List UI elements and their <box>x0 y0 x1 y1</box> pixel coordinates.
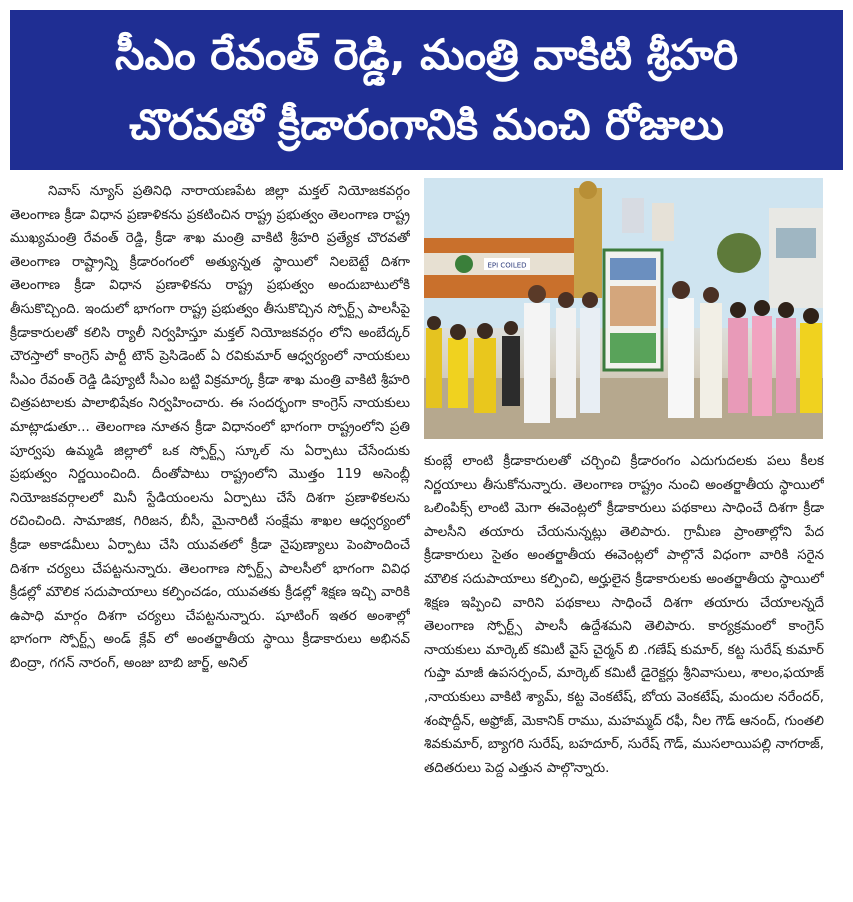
truck-window <box>776 228 816 258</box>
person <box>652 203 674 241</box>
headline-line-2: చొరవతో క్రీడారంగానికి మంచి రోజులు <box>129 100 724 149</box>
article-right-column <box>424 450 824 902</box>
poster-photo <box>610 286 656 326</box>
event-photo-illustration <box>424 178 823 439</box>
article-left-column <box>10 180 410 902</box>
tree <box>717 233 761 273</box>
poster-photo <box>610 258 656 280</box>
statue-head <box>579 181 597 199</box>
poster-photo <box>610 333 656 363</box>
headline-line-1: సీఎం రేవంత్ రెడ్డి, మంత్రి వాకిటి శ్రీహరి <box>114 30 739 79</box>
article-paragraph-right: కుంబ్లే లాంటి క్రీడాకారులతో చర్చించి క్రీడారంగం ఎదుగుదలకు పలు కీలక నిర్ణయాలు తీసుకోనున్నారు. తెలంగాణ రాష్ట్రం నుంచి అంతర్జాతీయ స్థాయిలో ఒలింపిక్స్ లాంటి మెగా ఈవెంట్లలో క్రీడాకారులు పథకాలు సాధించే దిశగా క్రీడా పాలసీని తయారు చేయనున్నట్లు తెలిపారు. గ్రామీణ ప్రాంతాల్లోని పేద క్రీడాకారులు సైతం అంతర్జాతీయ ఈవెంట్లలో పాల్గొనే విధంగా వారికి సరైన మౌలిక సదుపాయాలు కల్పించి, అర్హులైన క్రీడాకారులకు అంతర్జాతీయ స్థాయిలో శిక్షణ ఇప్పించి వారిని పథకాలు సాధించే దిశగా తయారు చేయాలన్నదే తెలంగాణ స్పోర్ట్స్ పాలసీ ఉద్దేశమని తెలిపారు. కార్యక్రమంలో కాంగ్రెస్ నాయకులు మార్కెట్ కమిటీ వైస్ చైర్మన్ బి .గణేష్ కుమార్, కట్ట సురేష్ కుమార్ గుప్తా మాజీ ఉపసర్పంచ్, మార్కెట్ కమిటీ డైరెక్టర్లు శ్రీనివాసులు, శాలం,ఫయాజ్ ,నాయకులు వాకిటి శ్యామ్, కట్ట వెంకటేష్, బోయ వెంకటేష్, మందుల నరేందర్, శంషొద్దీన్, అఫ్రోజ్, మెకానిక్ రాము, మహమ్మద్ రఫీ, నీల గౌడ్ ఆనంద్, గుంతలి శివకుమార్, బ్యాగరి సురేష్, బహదూర్, సురేష్ గౌడ్, ముసలాయిపల్లి నాగరాజ్, తదితరులు పెద్ద ఎత్తున పాల్గొన్నారు. <box>424 454 824 776</box>
headline-banner <box>10 10 843 170</box>
banner-text: EPI COILED <box>487 261 527 270</box>
person <box>622 198 644 233</box>
logo-circle <box>455 255 473 273</box>
event-photo <box>424 178 823 439</box>
article-paragraph-left: నివాస్ న్యూస్ ప్రతినిధి నారాయణపేట జిల్లా మక్తల్ నియోజకవర్గం తెలంగాణ క్రీడా విధాన ప్రణాళికను ప్రకటించిన రాష్ట్ర ప్రభుత్వం తెలంగాణ రాష్ట్ర ముఖ్యమంత్రి రేవంత్ రెడ్డి, క్రీడా శాఖ మంత్రి వాకిటి శ్రీహరి ప్రత్యేక చొరవతో తెలంగాణ రాష్ట్రాన్ని క్రీడారంగంలో అత్యున్నత స్థాయిలో నిలబెట్టే దిశగా తెలంగాణ క్రీడా విధాన ప్రణాళికను రాష్ట్ర ప్రభుత్వం అందుబాటులోకి తీసుకొచ్చింది. ఇందులో భాగంగా రాష్ట్ర ప్రభుత్వం తీసుకొచ్చిన స్పోర్ట్స్ పాలసీపై క్రీడాకారులతో కలిసి ర్యాలీ నిర్వహిస్తూ మక్తల్ నియోజకవర్గం లోని అంబేద్కర్ చౌరస్తాలో కాంగ్రెస్ పార్టీ టౌన్ ప్రెసిడెంట్ ఏ రవికుమార్ ఆధ్వర్యంలో నాయకులు సీఎం రేవంత్ రెడ్డి డిప్యూటీ సీఎం బట్టి విక్రమార్క క్రీడా శాఖ మంత్రి వాకిటి శ్రీహరి చిత్రపటాలకు పాలాభిషేకం నిర్వహించారు. ఈ సందర్భంగా కాంగ్రెస్ నాయకులు మాట్లాడుతూ... తెలంగాణ నూతన క్రీడా విధానంలో భాగంగా రాష్ట్రంలోని ప్రతి పూర్వపు ఉమ్మడి జిల్లాలో ఒక స్పోర్ట్స్ స్కూల్ ను ఏర్పాటు చేసేందుకు ప్రభుత్వం నిర్ణయించింది. దీంతోపాటు రాష్ట్రంలోని మొత్తం 119 అసెంబ్లీ నియోజకవర్గాలలో మినీ స్టేడియంలను ఏర్పాటు చేసే దిశగా ప్రణాళికలను రచించింది. సామాజిక, గిరిజన, బీసీ, మైనారిటీ సంక్షేమ శాఖల ఆధ్వర్యంలో క్రీడా అకాడమీలు ఏర్పాటు చేసి యువతలో క్రీడా నైపుణ్యాలు పెంపొందించే దిశగా చర్యలు చేపట్టనున్నారు. తెలంగాణ స్పోర్ట్స్ పాలసీలో భాగంగా వివిధ క్రీడల్లో మౌలిక సదుపాయాలు కల్పించడం, యువతకు క్రీడల్లో శిక్షణ ఇచ్చి వారికి ఉపాధి మార్గం దిశగా చర్యలు చేపట్టనున్నారు. షూటింగ్ ఇతర అంశాల్లో భాగంగా స్పోర్ట్స్ అండ్ క్లేవ్ లో అంతర్జాతీయ స్థాయి క్రీడాకారులు అభినవ్ బింద్రా, గగన్ నారంగ్, అంజు బాబి జార్జ్, అనిల్ <box>10 184 410 671</box>
statue <box>574 188 602 298</box>
